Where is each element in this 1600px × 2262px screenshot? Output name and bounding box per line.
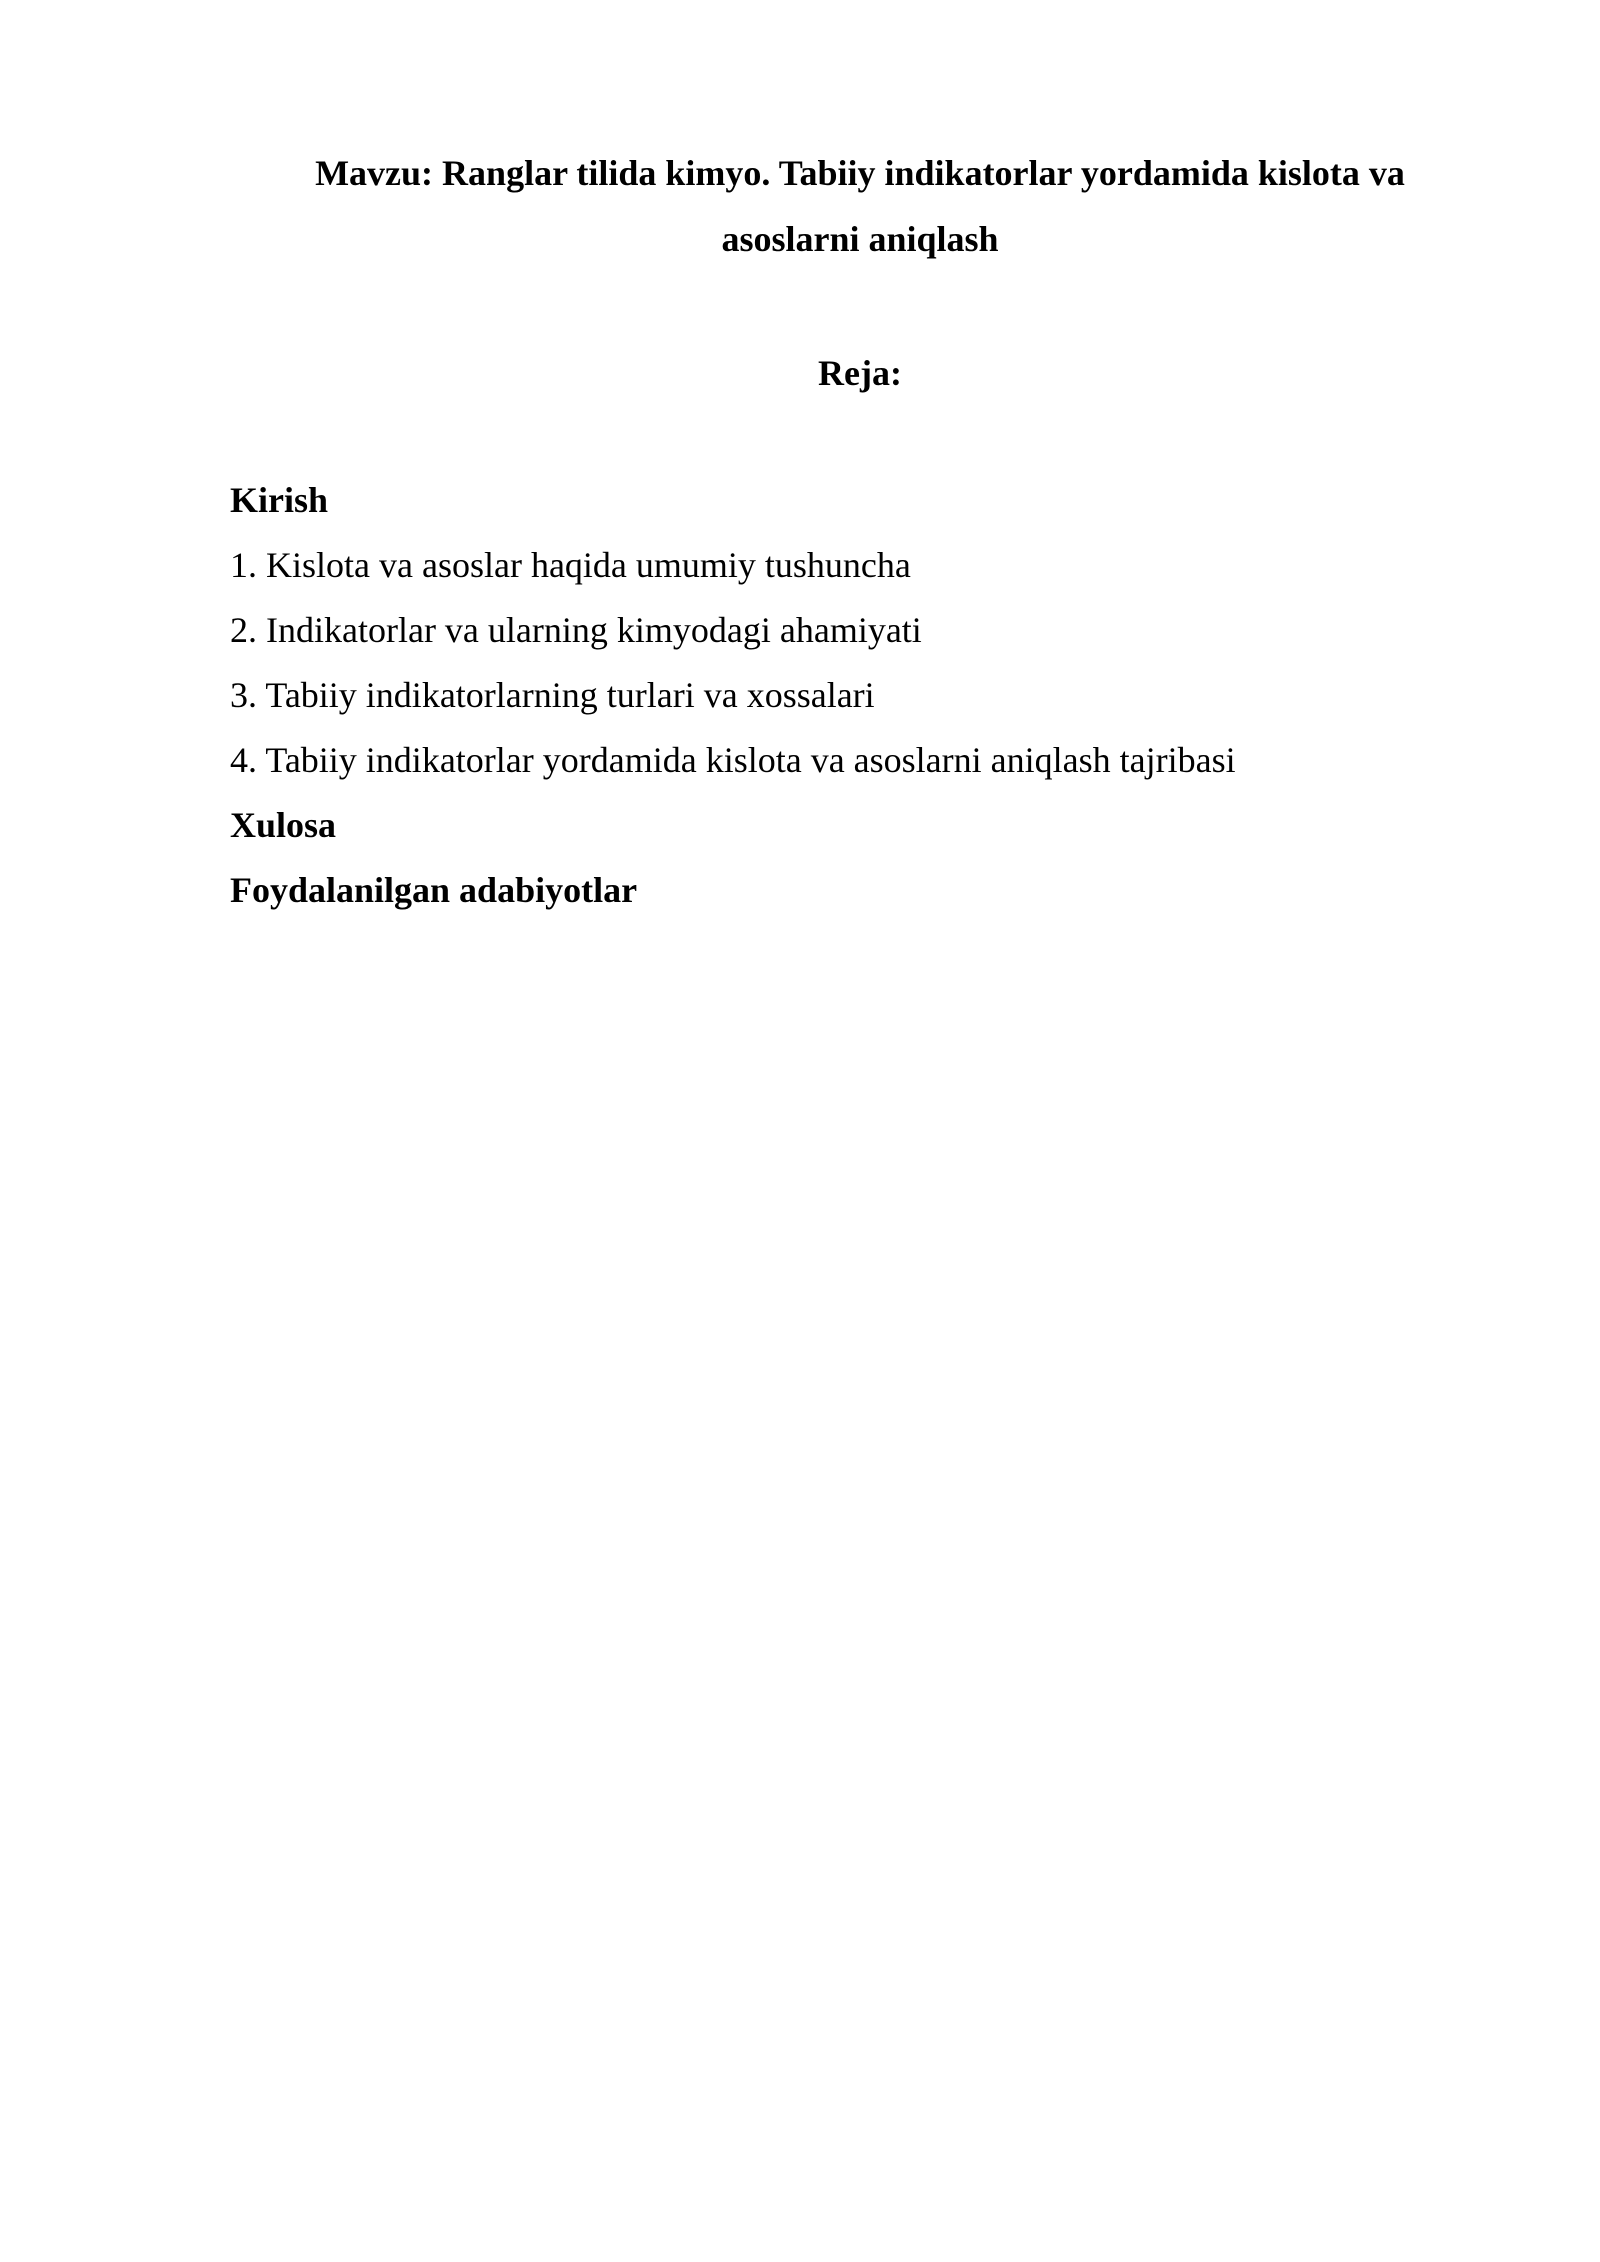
plan-item-conclusion: Xulosa	[230, 805, 337, 845]
plan-item-4: 4. Tabiiy indikatorlar yordamida kislota va asoslarni aniqlash tajribasi	[230, 740, 1236, 780]
document-title-line-2: asoslarni aniqlash	[721, 219, 999, 259]
plan-item-1: 1. Kislota va asoslar haqida umumiy tushuncha	[230, 545, 911, 585]
document-title-line-1: Mavzu: Ranglar tilida kimyo. Tabiiy indikatorlar yordamida kislota va	[315, 153, 1405, 193]
plan-item-references: Foydalanilgan adabiyotlar	[230, 870, 638, 910]
plan-item-2: 2. Indikatorlar va ularning kimyodagi ahamiyati	[230, 610, 922, 650]
plan-item-introduction: Kirish	[230, 480, 329, 520]
plan-item-3: 3. Tabiiy indikatorlarning turlari va xossalari	[230, 675, 875, 715]
plan-list	[230, 468, 1490, 923]
plan-heading: Reja:	[818, 353, 902, 393]
document-title	[230, 140, 1490, 272]
